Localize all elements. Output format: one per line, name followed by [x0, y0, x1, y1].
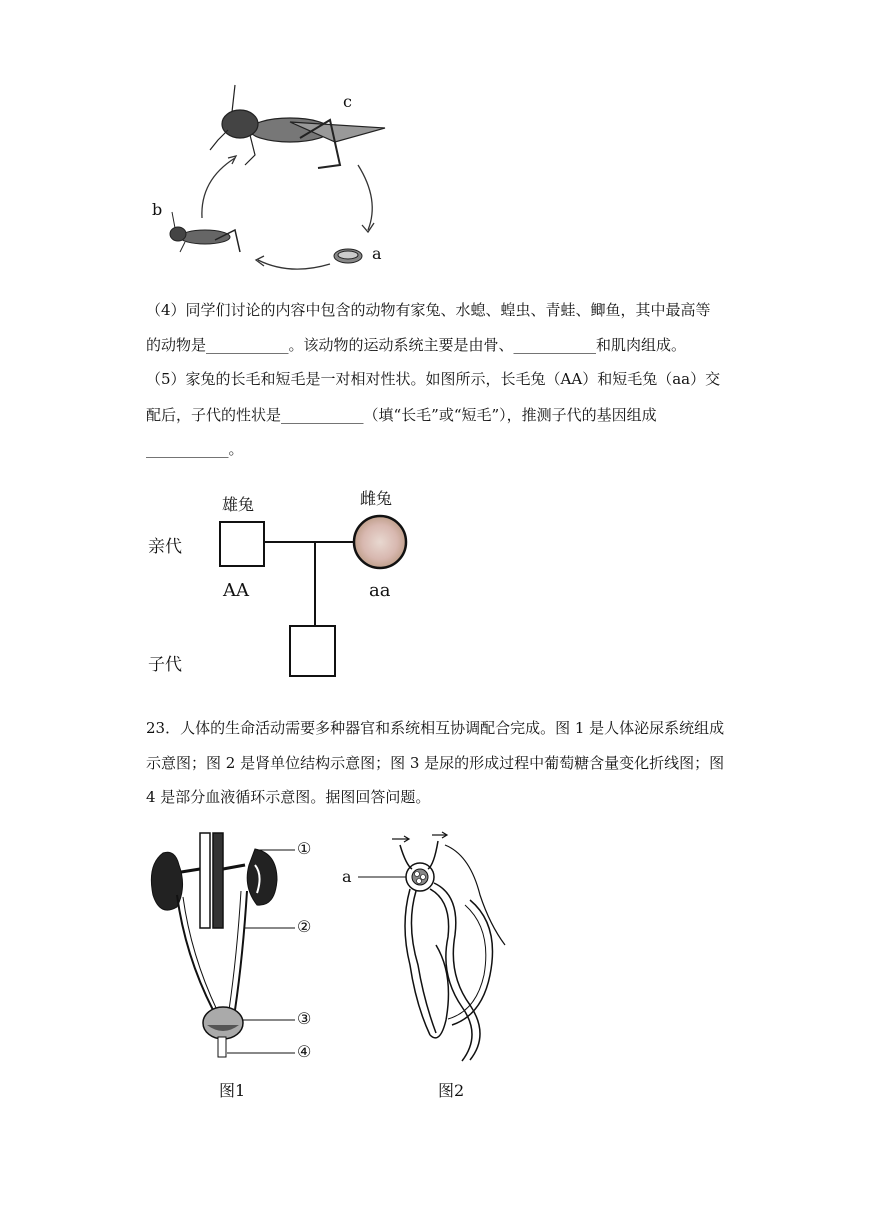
pedigree-drawing — [140, 480, 440, 690]
urinary-system-drawing — [145, 825, 335, 1065]
female-genotype: aa — [369, 580, 391, 601]
male-label: 雄兔 — [222, 495, 255, 514]
parent-generation-label: 亲代 — [148, 537, 182, 557]
q23-line3: 4 是部分血液循环示意图。据图回答问题。 — [146, 788, 431, 806]
figure-1-caption: 图1 — [219, 1081, 246, 1100]
q4-line2: 的动物是___________。该动物的运动系统主要是由骨、___________和肌肉组成。 — [146, 336, 687, 354]
label-a-glomerulus: a — [342, 867, 352, 886]
female-label: 雌兔 — [360, 489, 393, 508]
q5-line2: 配后，子代的性状是___________（填“长毛”或“短毛”），推测子代的基因组成 — [146, 406, 657, 424]
figure-2-nephron — [340, 825, 530, 1105]
figure-2-caption: 图2 — [438, 1081, 465, 1100]
q5-line1: （5）家兔的长毛和短毛是一对相对性状。如图所示，长毛兔（AA）和短毛兔（aa）交 — [146, 370, 721, 388]
child-square — [290, 626, 335, 676]
marker-2: ② — [297, 917, 312, 936]
q5-line3: ___________。 — [146, 440, 244, 458]
lifecycle-drawing — [140, 80, 400, 280]
nephron-drawing — [340, 825, 530, 1065]
q4-line1: （4）同学们讨论的内容中包含的动物有家兔、水螅、蝗虫、青蛙、鲫鱼，其中最高等 — [146, 301, 711, 319]
child-generation-label: 子代 — [148, 655, 182, 675]
label-c: c — [343, 92, 352, 111]
figure-1-urinary-system — [145, 825, 335, 1105]
q23-line1: 23．人体的生命活动需要多种器官和系统相互协调配合完成。图 1 是人体泌尿系统组成 — [146, 719, 725, 737]
egg-icon — [334, 249, 362, 263]
marker-1: ① — [297, 839, 312, 858]
pedigree-diagram — [140, 480, 440, 690]
label-a: a — [372, 244, 382, 263]
right-kidney-icon — [247, 849, 277, 905]
lifecycle-diagram — [140, 80, 400, 280]
male-square — [220, 522, 264, 566]
male-genotype: AA — [223, 580, 249, 601]
female-circle — [354, 516, 406, 568]
nymph-grasshopper-icon — [170, 212, 240, 252]
marker-4: ④ — [297, 1042, 312, 1061]
marker-3: ③ — [297, 1009, 312, 1028]
bladder-icon — [203, 1007, 243, 1039]
q23-line2: 示意图；图 2 是肾单位结构示意图；图 3 是尿的形成过程中葡萄糖含量变化折线图；图 — [146, 754, 725, 772]
label-b: b — [152, 200, 163, 219]
